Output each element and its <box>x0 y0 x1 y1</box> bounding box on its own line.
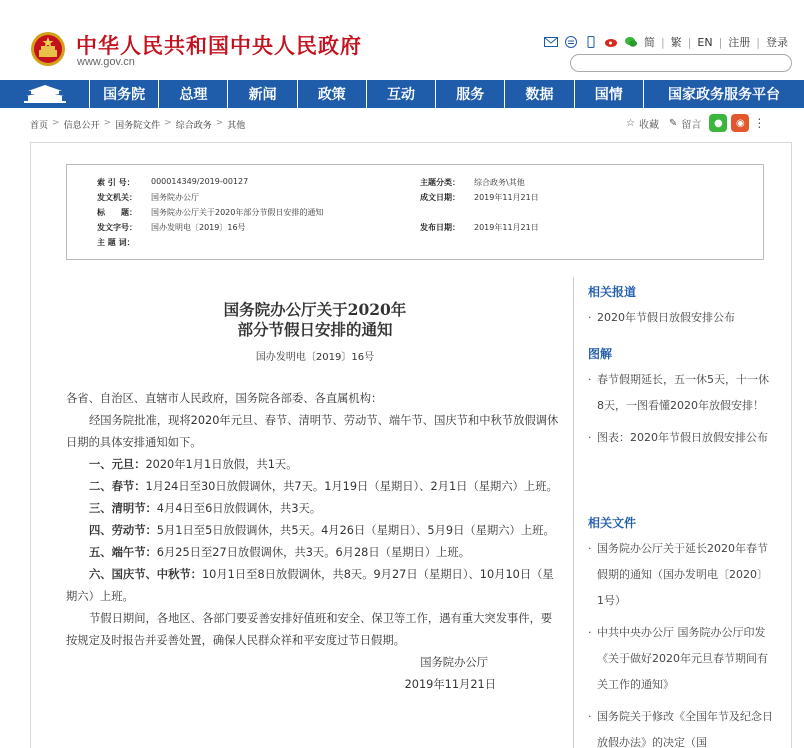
site-title[interactable]: 中华人民共和国中央人民政府 <box>76 33 362 58</box>
meta-label: 主题分类： <box>420 178 460 187</box>
meta-label: 成文日期： <box>420 193 460 202</box>
document-metadata <box>66 164 764 260</box>
breadcrumb-separator: > <box>52 118 60 128</box>
holiday-item <box>66 542 560 564</box>
meta-label: 发文机关： <box>97 193 137 202</box>
breadcrumb <box>30 118 245 131</box>
breadcrumb-general[interactable]: 综合政务 <box>175 121 212 131</box>
related-docs-list <box>588 536 774 748</box>
meta-value: 国务院办公厅关于2020年部分节假日安排的通知 <box>151 208 324 217</box>
closing-paragraph: 节假日期间，各地区、各部门要妥善安排好值班和安全、保卫等工作，遇有重大突发事件，要按规定及时报告并妥善处置，确保人民群众祥和平安度过节日假期。 <box>66 612 553 647</box>
holiday-label: 一、元旦： <box>89 458 146 471</box>
divider: | <box>718 35 723 49</box>
mobile-icon[interactable] <box>584 36 598 48</box>
share-bar <box>626 114 765 132</box>
share-weibo-icon[interactable]: ◉ <box>731 114 749 132</box>
holiday-item <box>66 520 560 542</box>
star-icon[interactable]: ☆ <box>626 117 635 129</box>
header-links <box>544 34 788 50</box>
related-news-list <box>588 305 774 331</box>
meta-label: 发布日期： <box>420 223 460 232</box>
article-title-line: 部分节假日安排的通知 <box>237 320 393 339</box>
site-url: www.gov.cn <box>77 56 135 68</box>
related-docs-heading: 相关文件 <box>588 516 637 530</box>
breadcrumb-separator: > <box>164 118 172 128</box>
graphics-heading: 图解 <box>588 347 613 361</box>
article-doc-number: 国办发明电〔2019〕16号 <box>255 352 375 363</box>
meta-index-row <box>97 177 248 188</box>
nav-news[interactable]: 新闻 <box>227 80 296 108</box>
holiday-text: 6月25日至27日放假调休，共3天。6月28日（星期日）上班。 <box>156 546 471 559</box>
graphics-item[interactable]: · 图表：2020年节假日放假安排公布 <box>588 425 774 451</box>
meta-value: 国办发明电〔2019〕16号 <box>151 223 246 232</box>
meta-label: 主 题 词： <box>97 238 135 247</box>
nav-state-council[interactable]: 国务院 <box>89 80 158 108</box>
holiday-text: 1月24日至30日放假调休，共7天。1月19日（星期日）、2月1日（星期六）上班。 <box>145 480 558 493</box>
share-wechat-icon[interactable]: ● <box>709 114 727 132</box>
nav-premier[interactable]: 总理 <box>158 80 227 108</box>
lang-simplified-link[interactable]: 简 <box>643 36 655 49</box>
meta-value: 综合政务\其他 <box>474 178 525 187</box>
breadcrumb-separator: > <box>103 118 112 128</box>
meta-value: 000014349/2019-00127 <box>151 177 249 186</box>
nav-national-info[interactable]: 国情 <box>574 80 643 108</box>
graphics-list <box>588 367 774 451</box>
nav-data[interactable]: 数据 <box>504 80 573 108</box>
signer: 国务院办公厅 <box>420 656 488 669</box>
breadcrumb-other[interactable]: 其他 <box>227 121 246 131</box>
holiday-item <box>66 454 560 476</box>
breadcrumb-info[interactable]: 信息公开 <box>63 121 100 131</box>
meta-keywords-row <box>97 237 151 248</box>
lang-traditional-link[interactable]: 繁 <box>670 36 682 49</box>
mail-icon[interactable] <box>544 36 558 48</box>
meta-value: 2019年11月21日 <box>474 223 539 232</box>
intro-paragraph: 经国务院批准，现将2020年元旦、春节、清明节、劳动节、端午节、国庆节和中秋节放假调休日期的具体安排通知如下。 <box>66 414 559 449</box>
site-header <box>0 0 804 80</box>
graphics-item[interactable]: · 春节假期延长，五一休5天，十一休8天，一图看懂2020年放假安排！ <box>588 367 774 419</box>
nav-interaction[interactable]: 互动 <box>366 80 435 108</box>
subscribe-icon[interactable] <box>564 36 578 48</box>
nav-services[interactable]: 服务 <box>435 80 504 108</box>
holiday-label: 二、春节： <box>89 480 146 493</box>
holiday-label: 五、端午节： <box>89 546 157 559</box>
divider: | <box>756 35 760 49</box>
meta-category-row <box>420 177 525 188</box>
comment-link[interactable]: 留言 <box>681 119 702 131</box>
meta-label: 标 题： <box>97 208 137 217</box>
article-title-line: 国务院办公厅关于2020年 <box>223 300 407 319</box>
salutation: 各省、自治区、直辖市人民政府，国务院各部委、各直属机构： <box>66 392 383 405</box>
main-nav <box>0 80 804 108</box>
holiday-text: 10月1日至8日放假调休，共8天。9月27日（星期日）、10月10日（星期六）上班。 <box>66 568 554 603</box>
holiday-label: 四、劳动节： <box>89 524 157 537</box>
comment-icon[interactable]: ✎ <box>668 117 678 129</box>
meta-label: 索 引 号： <box>97 178 135 187</box>
holiday-label: 六、国庆节、中秋节： <box>89 568 202 581</box>
holiday-item <box>66 476 560 498</box>
breadcrumb-docs[interactable]: 国务院文件 <box>115 121 161 131</box>
meta-title-row <box>97 207 323 218</box>
related-news-item[interactable]: · 2020年节假日放假安排公布 <box>588 305 774 331</box>
related-doc-item[interactable]: · 国务院办公厅关于延长2020年春节假期的通知（国办发明电〔2020〕1号） <box>588 536 774 614</box>
register-link[interactable]: 注册 <box>728 36 751 49</box>
breadcrumb-home[interactable]: 首页 <box>30 121 49 131</box>
lang-english-link[interactable]: EN <box>697 35 713 49</box>
holiday-label: 三、清明节： <box>89 502 157 515</box>
tiananmen-icon <box>22 83 68 105</box>
share-more-icon[interactable]: ⋮ <box>753 116 766 130</box>
meta-label: 发文字号： <box>97 223 137 232</box>
holiday-text: 5月1日至5日放假调休，共5天。4月26日（星期日）、5月9日（星期六）上班。 <box>156 524 555 537</box>
meta-value: 2019年11月21日 <box>474 193 539 202</box>
sign-date: 2019年11月21日 <box>404 678 496 691</box>
nav-gov-service-platform[interactable]: 国家政务服务平台 <box>643 80 804 108</box>
tiananmen-logo[interactable] <box>0 80 89 108</box>
holiday-text: 2020年1月1日放假，共1天。 <box>145 458 298 471</box>
article-body <box>66 388 560 696</box>
meta-value: 国务院办公厅 <box>151 193 199 202</box>
related-news-heading: 相关报道 <box>588 285 637 299</box>
holiday-text: 4月4日至6日放假调休，共3天。 <box>156 502 322 515</box>
weibo-icon[interactable] <box>604 36 618 48</box>
meta-docno-row <box>97 222 246 233</box>
sidebar <box>573 277 792 748</box>
meta-written-row <box>420 192 539 203</box>
login-link[interactable]: 登录 <box>766 36 788 49</box>
meta-published-row <box>420 222 539 233</box>
divider: | <box>687 35 692 49</box>
holiday-item <box>66 564 560 608</box>
breadcrumb-separator: > <box>215 118 224 128</box>
nav-policy[interactable]: 政策 <box>297 80 366 108</box>
national-emblem-icon[interactable] <box>30 31 66 67</box>
divider: | <box>660 35 665 49</box>
wechat-icon[interactable] <box>624 36 638 48</box>
related-doc-item[interactable]: · 国务院关于修改《全国年节及纪念日放假办法》的决定（国 <box>588 704 774 748</box>
search-input[interactable] <box>570 54 792 72</box>
related-doc-item[interactable]: · 中共中央办公厅 国务院办公厅印发《关于做好2020年元旦春节期间有关工作的通知》 <box>588 620 774 698</box>
meta-issuer-row <box>97 192 199 203</box>
favorite-link[interactable]: 收藏 <box>638 119 659 131</box>
holiday-item <box>66 498 560 520</box>
article-title <box>160 300 470 340</box>
